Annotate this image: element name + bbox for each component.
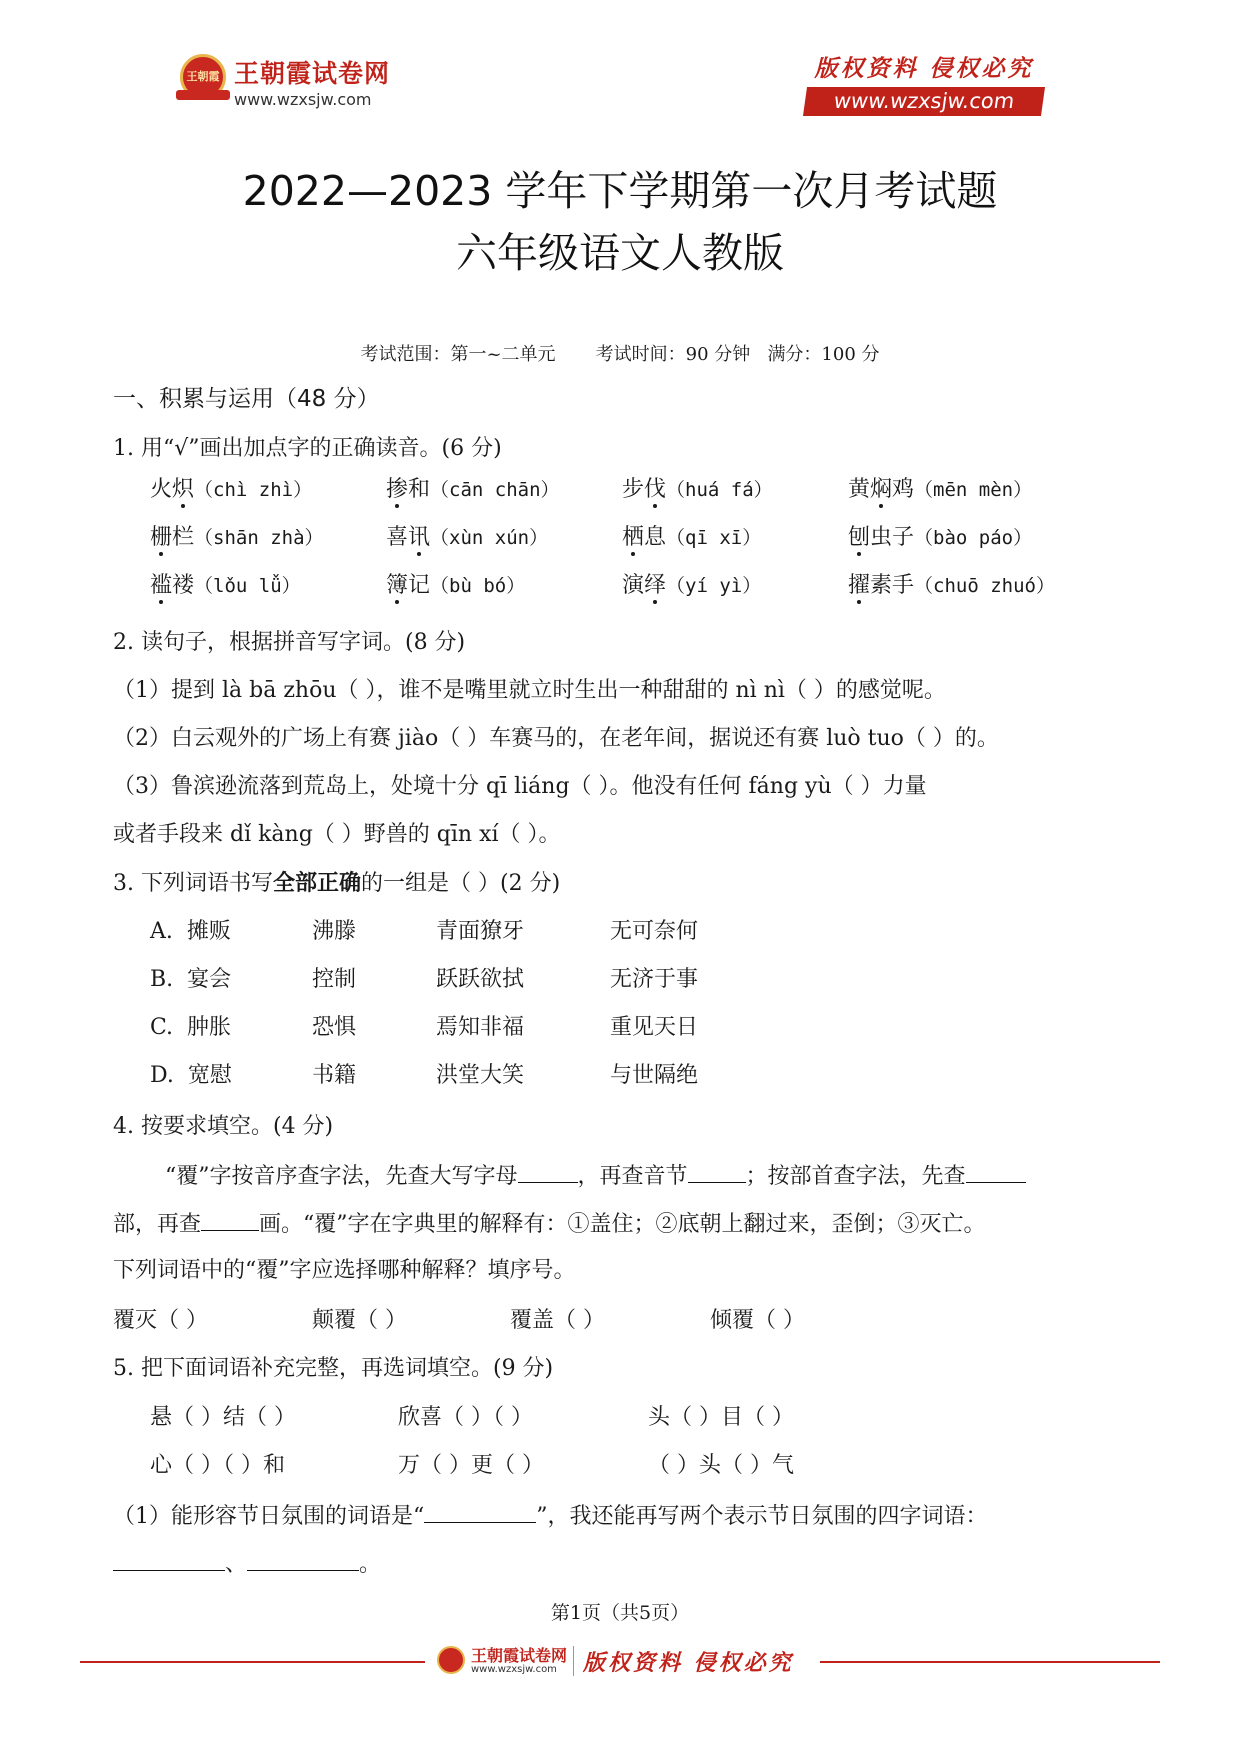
q1-item	[848, 523, 1032, 553]
q3-stem	[113, 869, 560, 899]
q1-dotted-char: 褴	[150, 573, 173, 598]
q1-word-pre: 喜	[386, 525, 409, 550]
section-heading: 一、积累与运用（48 分）	[113, 386, 380, 412]
q3-option-label: D.	[150, 1063, 174, 1088]
q4-word-blank[interactable]: 覆盖（ ）	[510, 1308, 605, 1333]
q4-word-blank[interactable]: 覆灭（ ）	[113, 1308, 208, 1333]
q5-blank-2[interactable]	[247, 1548, 359, 1571]
site-name: 王朝霞试卷网	[234, 59, 391, 88]
q4-text: 部，再查	[113, 1212, 202, 1237]
q3-word: 焉知非福	[436, 1015, 525, 1040]
exam-range: 考试范围：第一~二单元	[360, 344, 556, 365]
q3-word: 宴会	[187, 967, 232, 992]
q3-option[interactable]	[150, 1061, 232, 1091]
q1-item	[386, 475, 560, 505]
q1-word-post: 和	[408, 477, 431, 502]
footer-copyright: 版权资料 侵权必究	[583, 1650, 794, 1676]
q3-word: 无济于事	[610, 967, 699, 992]
q1-item	[622, 571, 761, 601]
q3-word: 摊贩	[186, 919, 231, 944]
q3-option-label: A.	[150, 919, 173, 944]
q1-word-post: 虫子	[870, 525, 915, 550]
exam-title: 2022—2023 学年下学期第一次月考试题	[242, 167, 998, 215]
q4-text: ，再查音节	[577, 1164, 688, 1189]
q4-text: ；按部首查字法，先查	[745, 1164, 966, 1189]
q1-word-pre: 火	[150, 477, 173, 502]
q1-pinyin-options[interactable]: （qī xī）	[666, 527, 762, 549]
q5-idiom-blank[interactable]: 悬（ ）结（ ）	[150, 1405, 296, 1430]
q4-text: “覆”字按音序查字法，先查大写字母	[165, 1164, 518, 1189]
q1-item	[150, 475, 312, 505]
q1-pinyin-options[interactable]: （lǒu lǚ）	[194, 575, 301, 597]
q5-stem: 5. 把下面词语补充完整，再选词填空。(9 分)	[113, 1356, 554, 1381]
q1-dotted-char: 焖	[870, 477, 893, 502]
q1-pinyin-options[interactable]: （cān chān）	[430, 479, 560, 501]
q1-item	[848, 475, 1032, 505]
q3-word: 沸滕	[312, 919, 357, 944]
q1-item	[150, 571, 301, 601]
copyright-text: 版权资料 侵权必究	[814, 55, 1034, 82]
q1-dotted-char: 栖	[622, 525, 645, 550]
q1-word-post: 褛	[172, 573, 195, 598]
q1-dotted-char: 擢	[848, 573, 871, 598]
q1-dotted-char: 栅	[150, 525, 173, 550]
q3-option-label: B.	[150, 967, 174, 992]
q5-idiom-blank[interactable]: 心（ ）（ ）和	[150, 1453, 285, 1478]
q4-text: 画。“覆”字在字典里的解释有：①盖住；②底朝上翻过来，歪倒；③灭亡。	[259, 1212, 986, 1237]
seal-icon	[437, 1646, 465, 1674]
q4-blank-strokes[interactable]	[201, 1208, 259, 1231]
q4-blank-letter[interactable]	[518, 1160, 578, 1183]
q4-para-2	[113, 1208, 986, 1240]
footer-site-name: 王朝霞试卷网	[471, 1646, 568, 1665]
q1-pinyin-options[interactable]: （shān zhà）	[194, 527, 324, 549]
exam-subtitle: 六年级语文人教版	[456, 229, 784, 277]
q3-word: 与世隔绝	[610, 1063, 699, 1088]
q5-blank-1[interactable]	[113, 1548, 225, 1571]
q1-word-post: 栏	[172, 525, 195, 550]
q2-sentence-3-cont: 或者手段来 dǐ kàng（ ）野兽的 qīn xí（ ）。	[113, 822, 561, 847]
q1-item	[386, 523, 548, 553]
q1-pinyin-options[interactable]: （chuō zhuó）	[914, 575, 1055, 597]
q2-sentence-1: （1）提到 là bā zhōu（ ），谁不是嘴里就立时生出一种甜甜的 nì nì（ ）的感觉呢。	[113, 678, 946, 703]
q2-stem: 2. 读句子，根据拼音写字词。(8 分)	[113, 630, 466, 655]
page-number: 第1页（共5页）	[550, 1602, 690, 1624]
q1-pinyin-options[interactable]: （chì zhì）	[194, 479, 313, 501]
q1-pinyin-options[interactable]: （bào páo）	[914, 527, 1033, 549]
q1-dotted-char: 伐	[644, 477, 667, 502]
q1-word-pre: 演	[622, 573, 645, 598]
exam-score: 满分：100 分	[767, 344, 880, 365]
q1-pinyin-options[interactable]: （huá fá）	[666, 479, 773, 501]
q5-sentence-1-cont	[113, 1548, 381, 1580]
q1-item	[386, 571, 525, 601]
q4-blank-radical[interactable]	[966, 1160, 1026, 1183]
q1-item	[622, 475, 773, 505]
q5-text: 。	[359, 1552, 382, 1577]
q2-sentence-3: （3）鲁滨逊流落到荒岛上，处境十分 qī liáng（ ）。他没有任何 fáng yù（ ）力量	[113, 774, 927, 799]
q1-word-pre: 黄	[848, 477, 871, 502]
q3-option[interactable]	[150, 965, 231, 995]
q1-word-post: 素手	[870, 573, 915, 598]
q2-sentence-2: （2）白云观外的广场上有赛 jiào（ ）车赛马的，在老年间，据说还有赛 luò tuo（ ）的。	[113, 726, 999, 751]
q3-word: 控制	[312, 967, 357, 992]
q3-stem-pre: 3. 下列词语书写	[113, 871, 273, 896]
q4-blank-syllable[interactable]	[688, 1160, 746, 1183]
q1-word-post: 鸡	[892, 477, 915, 502]
copyright-stamp	[805, 50, 1043, 116]
q1-item	[848, 571, 1055, 601]
q1-pinyin-options[interactable]: （mēn mèn）	[914, 479, 1033, 501]
q1-pinyin-options[interactable]: （xùn xún）	[430, 527, 549, 549]
footer-site-url: www.wzxsjw.com	[471, 1664, 557, 1675]
q1-dotted-char: 绎	[644, 573, 667, 598]
q1-stem: 1. 用“√”画出加点字的正确读音。(6 分)	[113, 436, 502, 461]
q4-word-blank[interactable]: 颠覆（ ）	[312, 1308, 407, 1333]
exam-info	[0, 340, 1240, 366]
q3-stem-post: 的一组是（ ）(2 分)	[361, 871, 561, 896]
q3-word: 恐惧	[312, 1015, 357, 1040]
q1-word-post: 息	[644, 525, 667, 550]
q3-word: 青面獠牙	[436, 919, 525, 944]
exam-time: 考试时间：90 分钟	[595, 344, 751, 365]
q5-text: ”，我还能再写两个表示节日氛围的四字词语：	[536, 1504, 988, 1529]
q3-word: 重见天日	[610, 1015, 699, 1040]
q1-item	[150, 523, 324, 553]
q3-option-label: C.	[150, 1015, 174, 1040]
copyright-url: www.wzxsjw.com	[803, 87, 1045, 116]
q1-dotted-char: 讯	[408, 525, 431, 550]
seal-icon: 王朝霞	[180, 54, 226, 100]
footer-separator	[573, 1646, 574, 1676]
footer-divider-right	[820, 1661, 1160, 1663]
q5-idiom-blank[interactable]: （ ）头（ ）气	[648, 1453, 794, 1478]
q5-blank-word[interactable]	[424, 1500, 536, 1523]
q1-word-pre: 步	[622, 477, 645, 502]
q1-word-post: 记	[408, 573, 431, 598]
site-url: www.wzxsjw.com	[234, 90, 372, 109]
q3-option[interactable]	[150, 917, 231, 947]
q3-word: 无可奈何	[610, 919, 699, 944]
q3-word: 跃跃欲拭	[436, 967, 525, 992]
q3-word: 肿胀	[187, 1015, 232, 1040]
q3-stem-bold: 全部正确	[272, 871, 361, 896]
q5-idiom-blank[interactable]: 万（ ）更（ ）	[398, 1453, 544, 1478]
q1-dotted-char: 掺	[386, 477, 409, 502]
q4-stem: 4. 按要求填空。(4 分)	[113, 1114, 334, 1139]
q1-pinyin-options[interactable]: （yí yì）	[666, 575, 762, 597]
site-logo	[180, 50, 420, 114]
q1-dotted-char: 刨	[848, 525, 871, 550]
q1-dotted-char: 炽	[172, 477, 195, 502]
seal-ribbon-icon	[176, 90, 230, 100]
q3-word: 书籍	[312, 1063, 357, 1088]
q5-sentence-1	[113, 1500, 988, 1532]
footer-divider-left	[80, 1661, 425, 1663]
q5-text: （1）能形容节日氛围的词语是“	[113, 1504, 425, 1529]
q5-text: 、	[225, 1552, 248, 1577]
q1-dotted-char: 簿	[386, 573, 409, 598]
q4-para-3: 下列词语中的“覆”字应选择哪种解释？填序号。	[113, 1258, 576, 1283]
q3-word: 宽慰	[187, 1063, 232, 1088]
q1-pinyin-options[interactable]: （bù bó）	[430, 575, 526, 597]
footer-logo	[437, 1644, 807, 1680]
q3-word: 洪堂大笑	[436, 1063, 525, 1088]
q4-word-blank[interactable]: 倾覆（ ）	[710, 1308, 805, 1333]
q5-idiom-blank[interactable]: 头（ ）目（ ）	[648, 1405, 794, 1430]
q4-para-1	[165, 1160, 1026, 1192]
q5-idiom-blank[interactable]: 欣喜（ ）（ ）	[398, 1405, 533, 1430]
q3-option[interactable]	[150, 1013, 231, 1043]
q1-item	[622, 523, 761, 553]
